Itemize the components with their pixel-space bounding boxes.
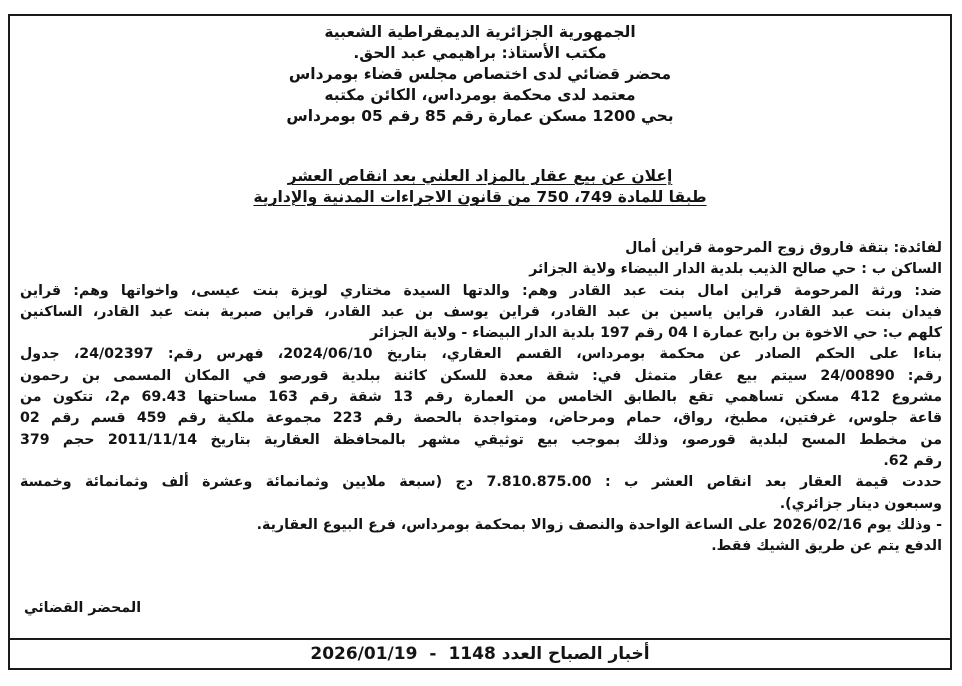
legal-notice: [8, 14, 952, 670]
body-line: رقم 62.: [883, 452, 942, 469]
body-line: مشروع 412 مسكن تساهمي تقع بالطابق الخامس من العمارة رقم 13 شقة رقم 163 مساحتها 69.43 م2، تتكون من: [20, 389, 942, 406]
accreditation-line: معتمد لدى محكمة بومرداس، الكائن مكتبه: [324, 86, 636, 104]
title-line-1: إعلان عن بيع عقار بالمزاد العلني بعد انقاص العشر: [287, 167, 673, 185]
title-line-2: طبقا للمادة 749، 750 من قانون الاجراءات المدنية والإدارية: [253, 188, 707, 206]
beneficiary-address-line: الساكن ب : حي صالح الذيب بلدية الدار البيضاء ولاية الجزائر: [529, 261, 942, 278]
publication-date: 2026/01/19: [310, 644, 418, 664]
notice-title: [10, 166, 950, 208]
newspaper-issue: أخبار الصباح العدد 1148: [448, 644, 650, 664]
bailiff-title: محضر قضائي لدى اختصاص مجلس قضاء بومرداس: [288, 65, 672, 83]
office-name: مكتب الأستاذ: براهيمي عبد الحق.: [353, 44, 607, 62]
body-line: من مخطط المسح لبلدية قورصو، وذلك بموجب بيع توثيقي مشهر بالمحافظة العقارية بتاريخ 2011/11/14 حجم 379: [20, 431, 942, 448]
footer-separator: -: [429, 644, 437, 664]
body-line: فيدان بنت عبد القادر، قراين ياسين بن عبد القادر، قراين يوسف بن عبد القادر، قراين صبرية بنت عبد القادر، الساكنين: [20, 303, 942, 320]
beneficiary-line: لفائدة: بتقة فاروق زوج المرحومة قراين أمال: [625, 240, 942, 256]
body-line: كلهم ب: حي الاخوة بن رابح عمارة ا 04 رقم 197 بلدية الدار البيضاء - ولاية الجزائر: [369, 325, 942, 342]
footer-divider: [10, 638, 950, 640]
payment-line: الدفع يتم عن طريق الشيك فقط.: [711, 538, 942, 555]
office-address: بحي 1200 مسكن عمارة رقم 85 رقم 05 بومرداس: [286, 107, 674, 125]
auction-date-line: - وذلك يوم 2026/02/16 على الساعة الواحدة والنصف زوالا بمحكمة بومرداس، فرع البيوع العقارية.: [256, 516, 942, 533]
republic-name: الجمهورية الجزائرية الديمقراطية الشعبية: [324, 23, 636, 41]
notice-body: [20, 238, 942, 557]
newspaper-footer: [10, 642, 950, 666]
price-line-continued: وسبعون دينار جزائري).: [779, 495, 942, 512]
price-line: حددت قيمة العقار بعد انقاص العشر ب : 7.810.875.00 دج (سبعة ملايين وثمانمائة وعشرة ألف وثمانمائة وخمسة: [20, 474, 942, 491]
body-line: رقم: 24/00890 سيتم بيع عقار متمثل في: شقة معدة للسكن كائنة ببلدية قورصو في المكان المسمى بن رحمون: [20, 367, 942, 384]
body-line: بناءا على الحكم الصادر عن محكمة بومرداس، القسم العقاري، بتاريخ 2024/06/10، فهرس رقم: 24/02397، جدول: [20, 346, 942, 363]
notice-header: [10, 22, 950, 127]
body-line: ضد: ورثة المرحومة قراين امال بنت عبد القادر وهم: والدتها السيدة مختاري لويزة بنت عيسى، واخواتها وهم: قراين: [20, 282, 942, 299]
body-line: قاعة جلوس، غرفتين، مطبخ، رواق، حمام ومرحاض، ومتواجدة بالحصة رقم 223 مجموعة ملكية رقم 459 قسم رقم 02: [20, 410, 942, 427]
signature-label: المحضر القضائي: [24, 600, 142, 616]
